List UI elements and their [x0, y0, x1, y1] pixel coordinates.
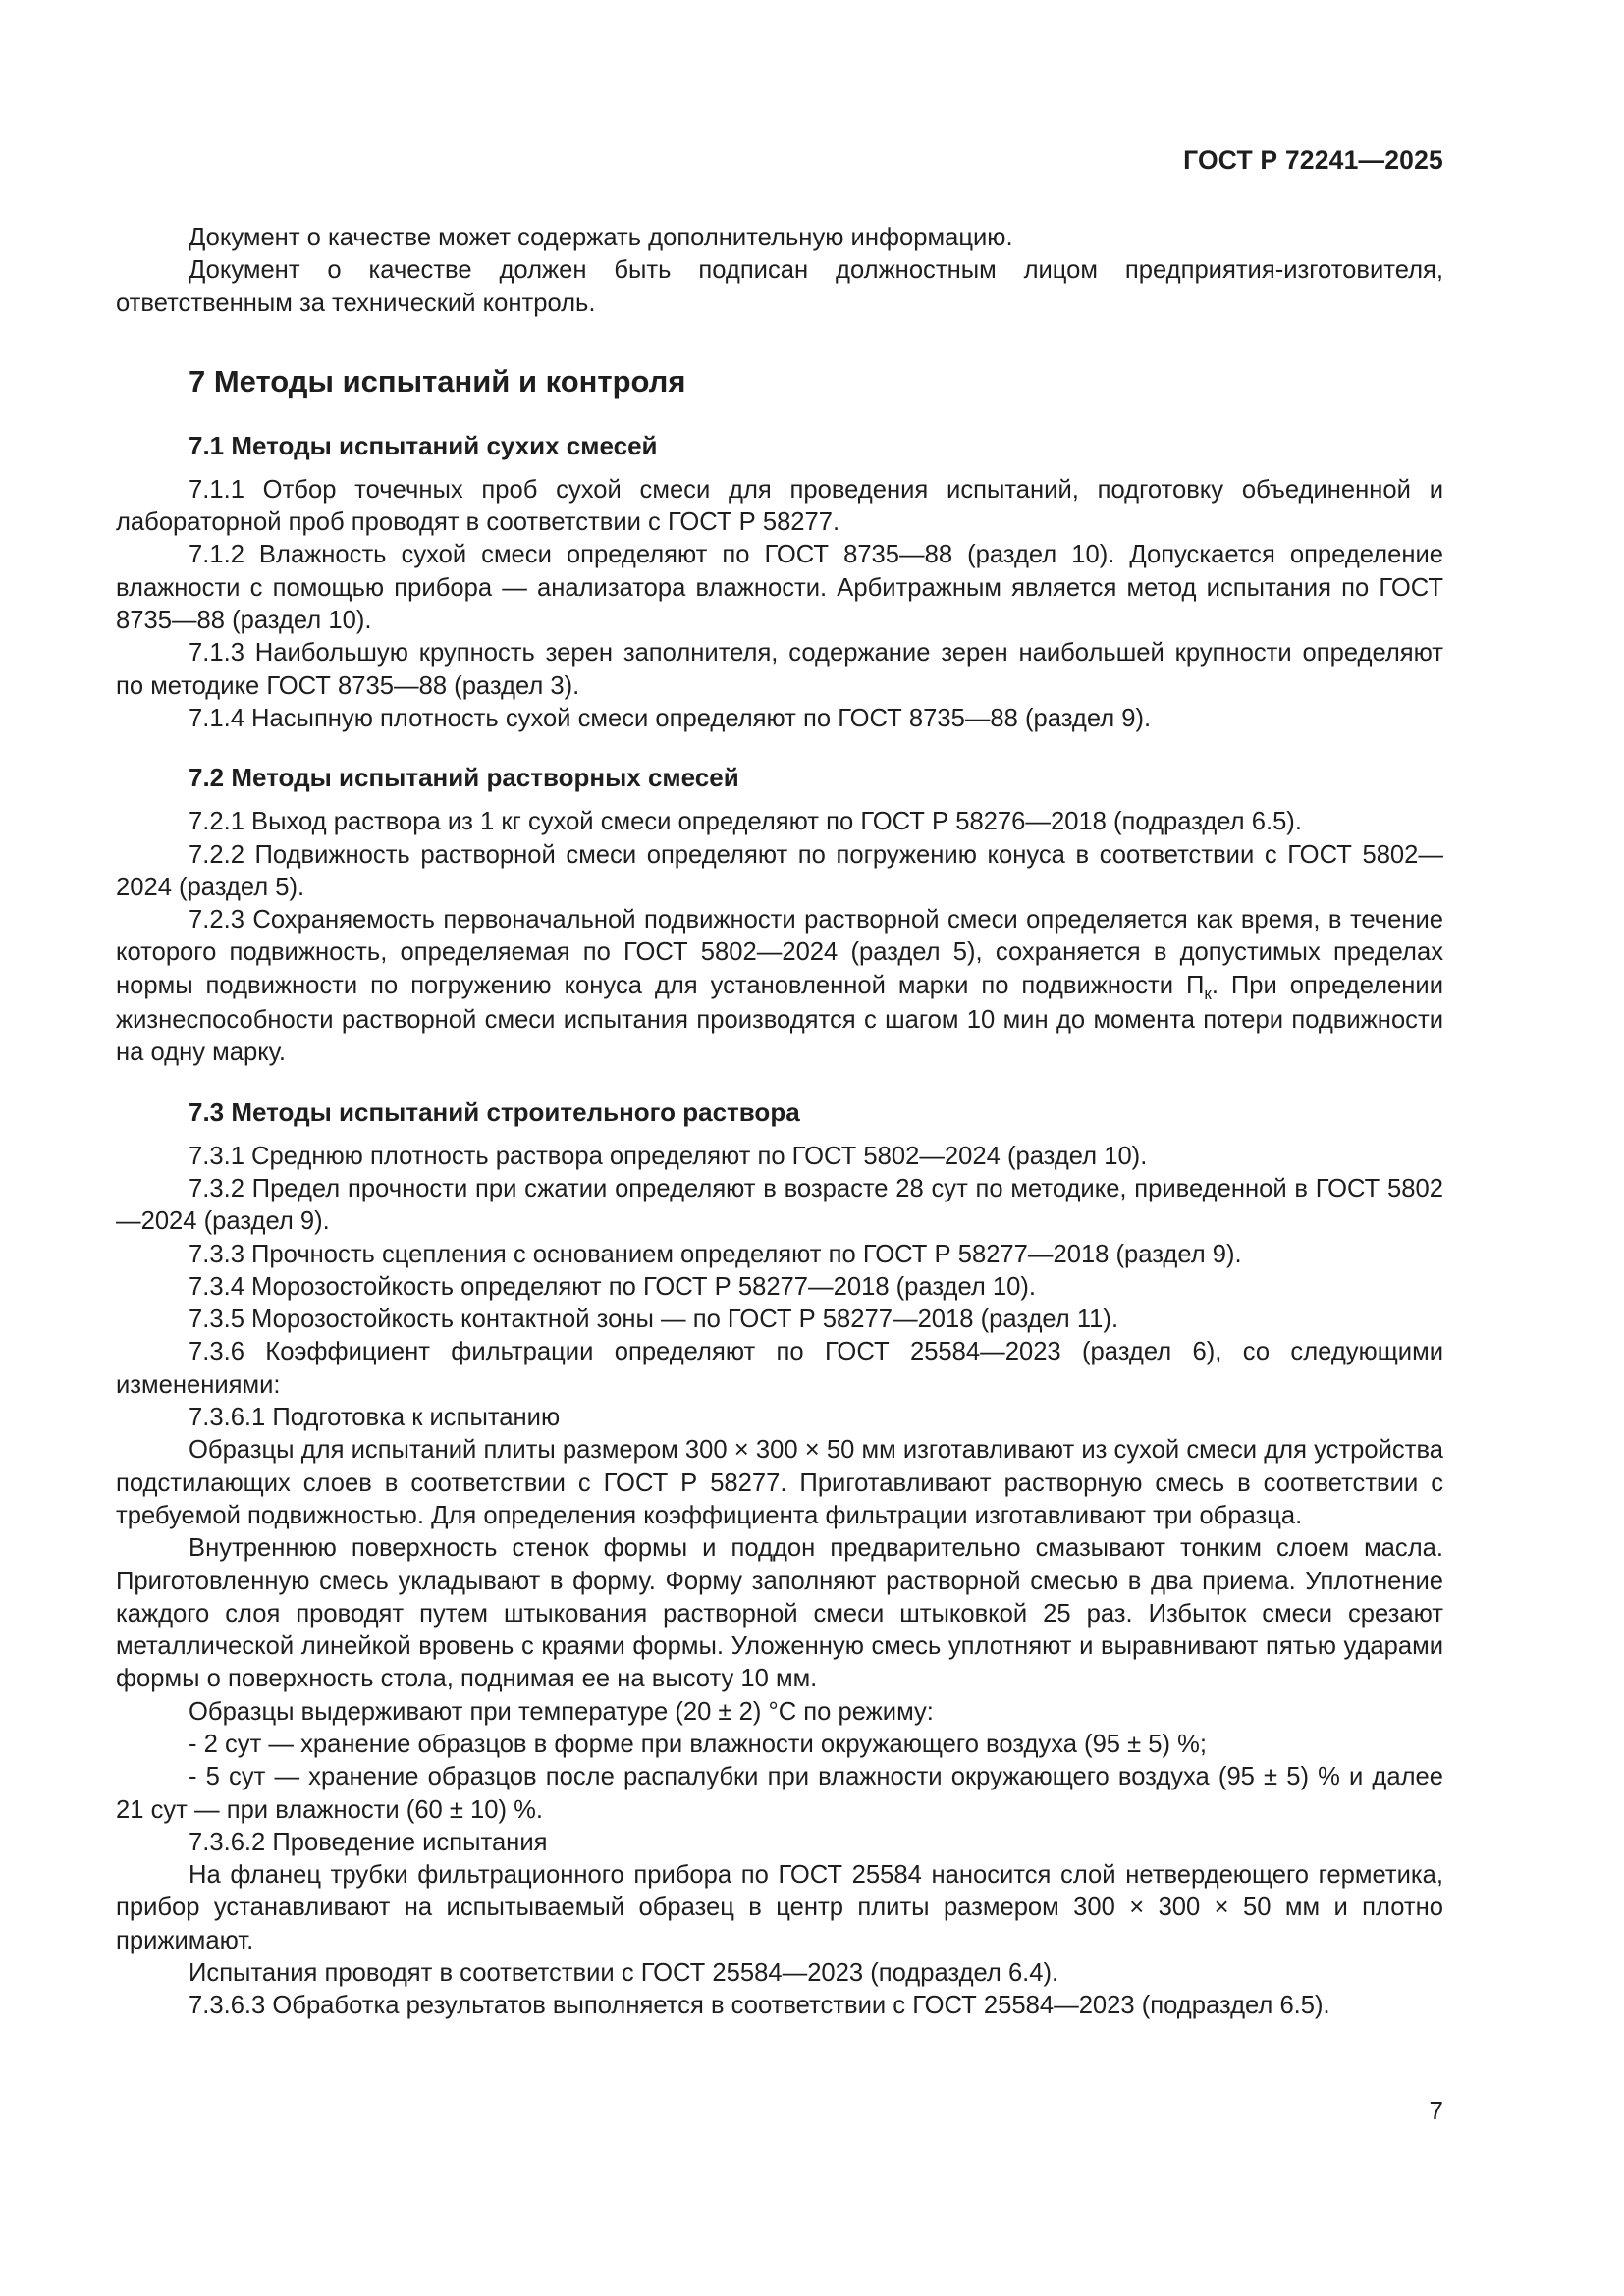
paragraph: Образцы выдерживают при температуре (20 ± 2) °С по режиму:: [189, 1697, 934, 1726]
paragraph: Внутреннюю поверхность стенок формы и поддон предварительно смазывают тонким слоем масла. Приготовленную смесь укладывают в форму. Форму заполняют растворной смесью в два приема. Уплотнение каждого слоя проводят путем штыкования растворной смеси штыковкой 25 раз. Избыток смеси срезают металлической линейкой вровень с краями формы. Уложенную смесь уплотняют и выравнивают пятью ударами формы о поверхность стола, поднимая ее на высоту 10 мм.: [116, 1534, 1443, 1693]
paragraph: 7.3.3 Прочность сцепления с основанием определяют по ГОСТ Р 58277—2018 (раздел 9).: [189, 1240, 1242, 1268]
paragraph: Документ о качестве должен быть подписан должностным лицом предприятия-изготовителя, ответственным за технический контроль.: [116, 256, 1443, 317]
paragraph: 7.3.2 Предел прочности при сжатии определяют в возрасте 28 сут по методике, приведенной в ГОСТ 5802—2024 (раздел 9).: [116, 1174, 1443, 1236]
paragraph: 7.3.6 Коэффициент фильтрации определяют по ГОСТ 25584—2023 (раздел 6), со следующими изменениями:: [116, 1338, 1443, 1399]
paragraph-text: 7.2.3 Сохраняемость первоначальной подвижности растворной смеси определяется как время, в течение которого подвижность, определяемая по ГОСТ 5802—2024 (раздел 5), сохраняется в допустимых пределах нормы подвижности по погружению конуса для установленной марки по подвижности П: [116, 906, 1443, 999]
subscript: к: [1204, 984, 1212, 1003]
document-page: [116, 0, 1443, 2296]
paragraph: Испытания проводят в соответствии с ГОСТ 25584—2023 (подраздел 6.4).: [189, 1959, 1059, 1988]
paragraph: 7.2.1 Выход раствора из 1 кг сухой смеси определяют по ГОСТ Р 58276—2018 (подраздел 6.5).: [189, 808, 1302, 836]
paragraph-text: . При определении жизнеспособности растворной смеси испытания производятся с шагом 10 мин до момента потери подвижности на одну марку.: [116, 971, 1443, 1067]
subsection-heading: 7.2 Методы испытаний растворных смесей: [189, 763, 739, 793]
paragraph: На фланец трубки фильтрационного прибора по ГОСТ 25584 наносится слой нетвердеющего герметика, прибор устанавливают на испытываемый образец в центр плиты размером 300 × 300 × 50 мм и плотно прижимают.: [116, 1861, 1443, 1954]
paragraph: 7.1.2 Влажность сухой смеси определяют по ГОСТ 8735—88 (раздел 10). Допускается определение влажности с помощью прибора — анализатора влажности. Арбитражным является метод испытания по ГОСТ 8735—88 (раздел 10).: [116, 541, 1443, 635]
paragraph: 7.3.5 Морозостойкость контактной зоны — по ГОСТ Р 58277—2018 (раздел 11).: [189, 1306, 1119, 1334]
paragraph: [116, 904, 1443, 1069]
page-content: [116, 222, 1443, 2023]
paragraph: 7.3.6.3 Обработка результатов выполняется в соответствии с ГОСТ 25584—2023 (подраздел 6.5).: [189, 1992, 1330, 2020]
paragraph: Документ о качестве может содержать дополнительную информацию.: [189, 224, 1013, 251]
list-item: - 5 сут — хранение образцов после распалубки при влажности окружающего воздуха (95 ± 5) % и далее 21 сут — при влажности (60 ± 10) %.: [116, 1763, 1443, 1824]
document-code-header: ГОСТ Р 72241—2025: [1183, 145, 1443, 175]
paragraph: Образцы для испытаний плиты размером 300 × 300 × 50 мм изготавливают из сухой смеси для устройства подстилающих слоев в соответствии с ГОСТ Р 58277. Приготавливают растворную смесь в соответствии с требуемой подвижностью. Для определения коэффициента фильтрации изготавливают три образца.: [116, 1436, 1443, 1529]
page-number: 7: [1429, 2096, 1443, 2125]
paragraph: 7.3.6.2 Проведение испытания: [189, 1828, 548, 1856]
subsection-heading: 7.1 Методы испытаний сухих смесей: [189, 430, 658, 460]
paragraph: 7.3.4 Морозостойкость определяют по ГОСТ Р 58277—2018 (раздел 10).: [189, 1272, 1037, 1301]
paragraph: 7.1.4 Насыпную плотность сухой смеси определяют по ГОСТ 8735—88 (раздел 9).: [189, 704, 1152, 732]
paragraph: 7.3.6.1 Подготовка к испытанию: [189, 1404, 561, 1432]
paragraph: 7.3.1 Среднюю плотность раствора определяют по ГОСТ 5802—2024 (раздел 10).: [189, 1142, 1148, 1170]
paragraph: 7.1.1 Отбор точечных проб сухой смеси для проведения испытаний, подготовку объединенной и лабораторной проб проводят в соответствии с ГОСТ Р 58277.: [116, 475, 1443, 537]
paragraph: 7.2.2 Подвижность растворной смеси определяют по погружению конуса в соответствии с ГОСТ 5802—2024 (раздел 5).: [116, 840, 1443, 901]
section-heading: 7 Методы испытаний и контроля: [189, 363, 686, 399]
paragraph: 7.1.3 Наибольшую крупность зерен заполнителя, содержание зерен наибольшей крупности определяют по методике ГОСТ 8735—88 (раздел 3).: [116, 639, 1443, 700]
subsection-heading: 7.3 Методы испытаний строительного раствора: [189, 1096, 800, 1127]
list-item: - 2 сут — хранение образцов в форме при влажности окружающего воздуха (95 ± 5) %;: [189, 1730, 1208, 1758]
